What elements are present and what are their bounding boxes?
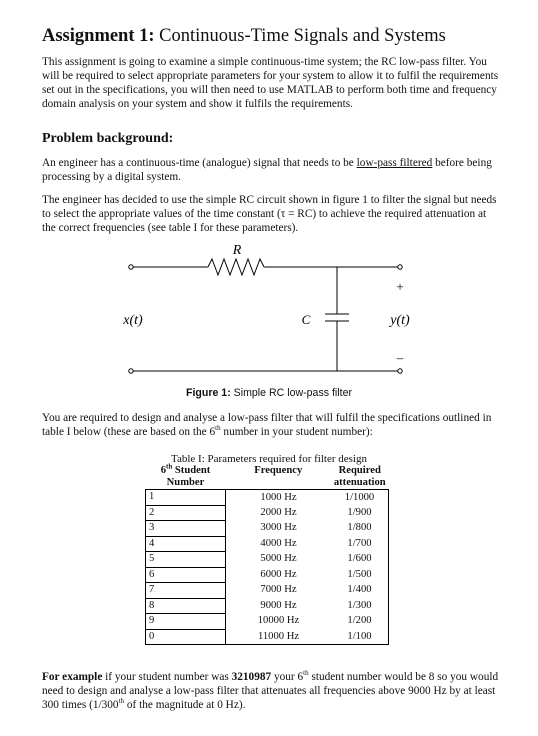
plus-sign: +: [396, 279, 404, 294]
table-row: [146, 583, 389, 599]
row-student-number: 3: [146, 521, 226, 537]
row-attenuation: 1/100: [331, 629, 389, 645]
table-row: [146, 490, 389, 506]
row-frequency: 6000 Hz: [260, 568, 297, 580]
row-student-number: 6: [146, 567, 226, 583]
row-attenuation: 1/300: [331, 598, 389, 614]
background-paragraph-1: An engineer has a continuous-time (analogue) signal that needs to be low-pass filtered before being processing by a digital system.: [42, 157, 492, 184]
row-frequency: 5000 Hz: [260, 553, 297, 565]
row-attenuation: 1/900: [331, 505, 389, 521]
row-frequency: 2000 Hz: [260, 506, 297, 518]
row-frequency: 7000 Hz: [260, 584, 297, 596]
input-top-terminal: [129, 265, 133, 269]
capacitor-label: C: [301, 312, 311, 327]
row-student-number: 0: [146, 629, 226, 645]
row-attenuation: 1/200: [331, 614, 389, 630]
header-student-number: 6th Student Number: [160, 462, 211, 488]
input-signal-label: x(t): [123, 313, 143, 328]
row-attenuation: 1/800: [331, 521, 389, 537]
resistor-symbol: [208, 259, 264, 275]
design-paragraph: You are required to design and analyse a low-pass filter that will fulfil the specifications outlined in table I below (these are based on the 6th number in your student number):: [42, 412, 492, 439]
row-frequency: 1000 Hz: [226, 490, 332, 506]
row-student-number: 8: [146, 598, 226, 614]
table-row: [146, 598, 389, 614]
output-signal-label: y(t): [390, 313, 410, 328]
row-frequency: 9000 Hz: [260, 599, 297, 611]
page-title: Assignment 1: Continuous-Time Signals and Systems: [42, 26, 446, 46]
row-student-number: 9: [146, 614, 226, 630]
row-frequency: 11000 Hz: [226, 629, 332, 645]
row-frequency: 4000 Hz: [260, 537, 297, 549]
background-paragraph-2: The engineer has decided to use the simple RC circuit shown in figure 1 to filter the signal but needs to select the appropriate values of the time constant (τ = RC) to achieve the required attenuation at the correct frequencies (see table I for these parameters).: [42, 194, 497, 235]
minus-sign: –: [396, 350, 404, 365]
row-frequency: 10000 Hz: [257, 615, 300, 627]
table-row: [146, 505, 389, 521]
figure-caption: Figure 1: Simple RC low-pass filter: [185, 387, 352, 399]
example-paragraph: For example if your student number was 3210987 your 6th student number would be 8 so you would need to design and analyse a low-pass filter that attenuates all frequencies above 9000 Hz by at least 300 times (1/300th of the magnitude at 0 Hz).: [42, 669, 499, 712]
parameters-table: [145, 462, 389, 645]
intro-paragraph: This assignment is going to examine a simple continuous-time system; the RC low-pass filter. You will be required to select appropriate parameters for your system to allow it to fulfil the requirements set out in the specifications, you will then need to use MATLAB to perform both time and frequency domain analysis on your system and show it fulfils the requirements.: [42, 56, 499, 111]
row-frequency: 3000 Hz: [260, 522, 297, 534]
table-row: [146, 552, 389, 568]
table-row: [146, 567, 389, 583]
row-attenuation: 1/1000: [331, 490, 389, 506]
table-caption: Table I: Parameters required for filter design: [171, 453, 367, 465]
row-attenuation: 1/700: [331, 536, 389, 552]
input-bottom-terminal: [129, 369, 133, 373]
row-attenuation: 1/400: [331, 583, 389, 599]
row-student-number: 1: [146, 490, 226, 506]
row-student-number: 4: [146, 536, 226, 552]
row-student-number: 7: [146, 583, 226, 599]
header-frequency: Frequency: [254, 465, 303, 476]
header-required-attenuation: Required attenuation: [333, 465, 386, 488]
table-row: [146, 614, 389, 630]
row-attenuation: 1/500: [331, 567, 389, 583]
section-heading: Problem background:: [42, 131, 174, 146]
table-row: [146, 521, 389, 537]
output-top-terminal: [398, 265, 402, 269]
low-pass-filtered-link: low-pass filtered: [356, 157, 433, 169]
row-attenuation: 1/600: [331, 552, 389, 568]
row-student-number: 5: [146, 552, 226, 568]
table-row: [146, 536, 389, 552]
output-bottom-terminal: [398, 369, 402, 373]
table-row: [146, 629, 389, 645]
row-student-number: 2: [146, 505, 226, 521]
resistor-label: R: [232, 243, 242, 258]
